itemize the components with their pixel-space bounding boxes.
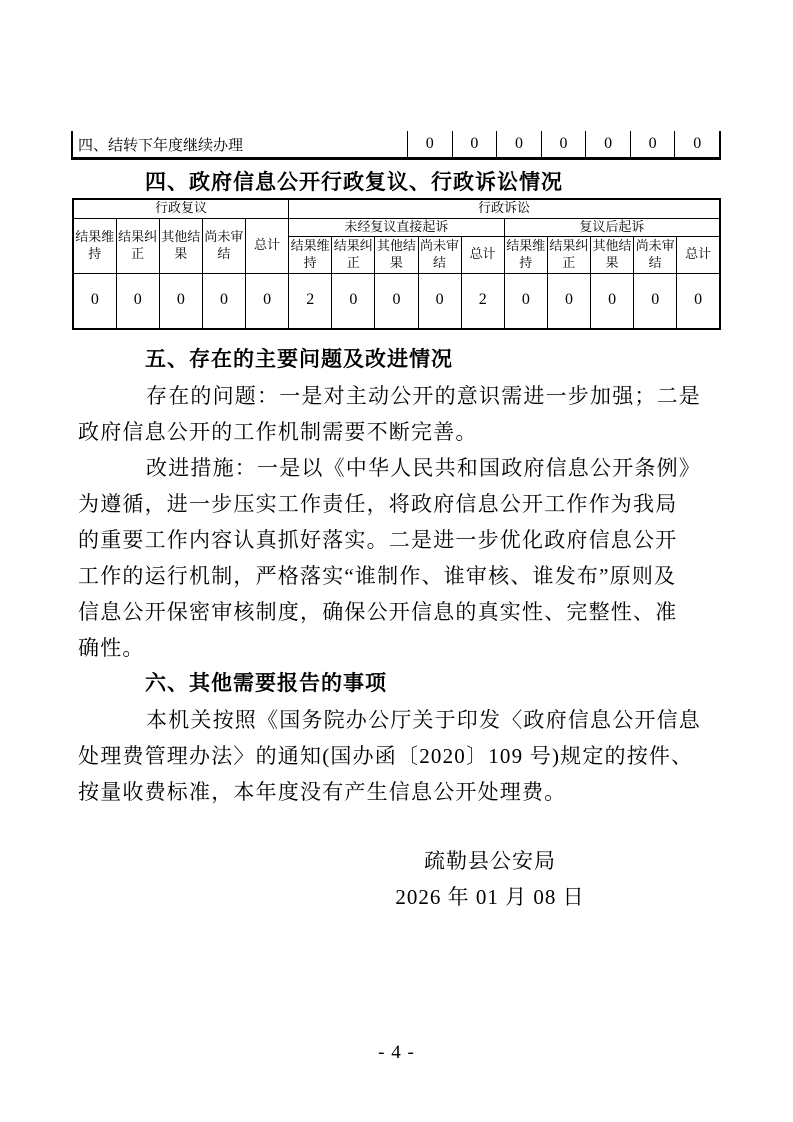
carryover-cell: 0 — [496, 131, 541, 157]
col-header: 其他结果 — [375, 236, 418, 273]
body-line: 工作的运行机制，严格落实“谁制作、谁审核、谁发布”原则及 — [78, 564, 677, 588]
body-line: 改进措施：一是以《中华人民共和国政府信息公开条例》 — [146, 456, 701, 480]
value-cell: 2 — [289, 273, 332, 329]
col-header: 尚未审结 — [634, 236, 677, 273]
signature-block — [340, 843, 640, 915]
value-cell: 0 — [202, 273, 245, 329]
body-text — [78, 342, 728, 810]
carryover-table-row — [71, 131, 721, 160]
col-header: 结果维持 — [73, 218, 116, 273]
body-line: 确性。 — [78, 636, 145, 660]
carryover-cell: 0 — [585, 131, 630, 157]
section-heading-5: 五、存在的主要问题及改进情况 — [145, 348, 453, 371]
body-line: 政府信息公开的工作机制需要不断完善。 — [78, 420, 478, 444]
body-line: 的重要工作内容认真抓好落实。二是进一步优化政府信息公开 — [78, 528, 678, 552]
value-cell: 0 — [634, 273, 677, 329]
body-line: 为遵循，进一步压实工作责任，将政府信息公开工作作为我局 — [78, 492, 678, 516]
carryover-row-label: 四、结转下年度继续办理 — [78, 137, 244, 154]
value-cell: 0 — [547, 273, 590, 329]
sub-header-after-review-suit: 复议后起诉 — [504, 218, 720, 236]
carryover-cell: 0 — [452, 131, 497, 157]
body-line: 处理费管理办法〉的通知(国办函〔2020〕109 号)规定的按件、 — [78, 744, 694, 768]
body-line: 本机关按照《国务院办公厅关于印发〈政府信息公开信息 — [146, 708, 701, 732]
value-cell: 0 — [246, 273, 289, 329]
value-cell: 0 — [159, 273, 202, 329]
carryover-cell: 0 — [541, 131, 586, 157]
col-header: 尚未审结 — [418, 236, 461, 273]
section-heading-6: 六、其他需要报告的事项 — [145, 672, 387, 695]
value-cell: 0 — [332, 273, 375, 329]
group-header-review: 行政复议 — [73, 199, 289, 218]
col-header: 结果维持 — [504, 236, 547, 273]
signature-date: 2026 年 01 月 08 日 — [395, 885, 585, 909]
review-litigation-table — [72, 198, 721, 330]
value-cell: 0 — [73, 273, 116, 329]
value-cell: 0 — [418, 273, 461, 329]
col-header: 结果纠正 — [547, 236, 590, 273]
signature-org: 疏勒县公安局 — [424, 849, 556, 873]
value-cell: 0 — [116, 273, 159, 329]
col-header: 总计 — [461, 236, 504, 273]
group-header-litigation: 行政诉讼 — [289, 199, 720, 218]
value-cell: 0 — [677, 273, 720, 329]
value-cell: 0 — [504, 273, 547, 329]
col-header: 结果纠正 — [332, 236, 375, 273]
col-header: 总计 — [677, 236, 720, 273]
carryover-cell: 0 — [674, 131, 719, 157]
col-header: 尚未审结 — [202, 218, 245, 273]
sub-header-direct-suit: 未经复议直接起诉 — [289, 218, 505, 236]
section-heading-4: 四、政府信息公开行政复议、行政诉讼情况 — [145, 171, 563, 194]
body-line: 信息公开保密审核制度，确保公开信息的真实性、完整性、准 — [78, 600, 678, 624]
col-header: 总计 — [246, 218, 289, 273]
col-header: 其他结果 — [159, 218, 202, 273]
body-line: 按量收费标准，本年度没有产生信息公开处理费。 — [78, 780, 567, 804]
value-cell: 0 — [591, 273, 634, 329]
carryover-cell: 0 — [630, 131, 675, 157]
col-header: 结果维持 — [289, 236, 332, 273]
col-header: 其他结果 — [591, 236, 634, 273]
value-cell: 2 — [461, 273, 504, 329]
value-cell: 0 — [375, 273, 418, 329]
carryover-cell: 0 — [407, 131, 452, 157]
col-header: 结果纠正 — [116, 218, 159, 273]
body-line: 存在的问题：一是对主动公开的意识需进一步加强；二是 — [146, 384, 701, 408]
page-number: - 4 - — [378, 1042, 415, 1063]
